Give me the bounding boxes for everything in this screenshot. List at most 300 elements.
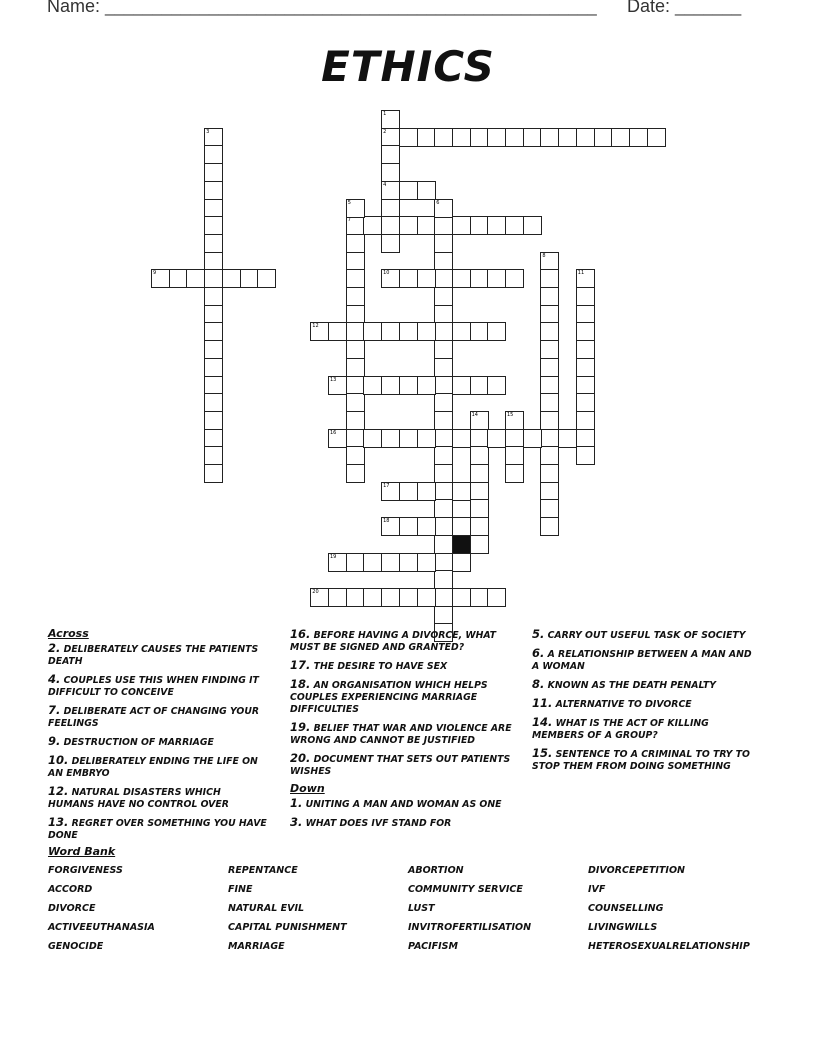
clue-number: 13. (48, 815, 69, 829)
grid-cell[interactable] (363, 376, 382, 395)
grid-cell[interactable] (434, 588, 453, 607)
grid-cell[interactable] (523, 216, 542, 235)
clue-number: 18 (383, 518, 390, 525)
grid-cell[interactable] (346, 429, 365, 448)
grid-cell[interactable] (417, 429, 436, 448)
grid-cell[interactable] (540, 358, 559, 377)
across-clue (48, 704, 270, 730)
word-bank-item: ACCORD (48, 884, 93, 895)
grid-cell[interactable] (434, 252, 453, 271)
grid-cell[interactable] (204, 216, 223, 235)
grid-cell[interactable] (399, 322, 418, 341)
grid-cell[interactable] (363, 216, 382, 235)
word-bank-item: DIVORCE (48, 903, 96, 914)
grid-cell[interactable] (576, 411, 595, 430)
clue-text: COUPLES USE THIS WHEN FINDING IT DIFFICULT TO CONCEIVE (48, 675, 259, 698)
grid-cell[interactable] (346, 252, 365, 271)
clue-text: AN ORGANISATION WHICH HELPS COUPLES EXPERIENCING MARRIAGE DIFFICULTIES (290, 680, 488, 715)
grid-cell[interactable] (576, 429, 595, 448)
grid-cell[interactable] (470, 216, 489, 235)
grid-cell[interactable] (452, 216, 471, 235)
grid-cell[interactable] (346, 393, 365, 412)
clue-text: DOCUMENT THAT SETS OUT PATIENTS WISHES (290, 754, 511, 777)
grid-cell[interactable] (399, 588, 418, 607)
grid-cell[interactable] (558, 429, 577, 448)
grid-cell[interactable] (346, 287, 365, 306)
grid-cell[interactable] (204, 145, 223, 164)
grid-cell[interactable] (540, 252, 559, 271)
grid-cell[interactable] (204, 340, 223, 359)
grid-cell[interactable] (434, 287, 453, 306)
word-bank-item: ACTIVEEUTHANASIA (48, 922, 155, 933)
clues-column-2 (290, 628, 512, 835)
grid-cell[interactable] (505, 446, 524, 465)
grid-cell[interactable] (540, 482, 559, 501)
clue-text: DELIBERATELY ENDING THE LIFE ON AN EMBRYO (48, 756, 258, 779)
grid-cell[interactable] (540, 340, 559, 359)
grid-cell[interactable] (470, 535, 489, 554)
grid-cell[interactable] (417, 553, 436, 572)
word-bank-item: NATURAL EVIL (228, 903, 305, 914)
grid-cell[interactable] (169, 269, 188, 288)
date-label: Date: (627, 0, 671, 16)
grid-cell[interactable] (417, 376, 436, 395)
grid-cell[interactable] (346, 446, 365, 465)
grid-cell[interactable] (576, 322, 595, 341)
grid-cell[interactable] (257, 269, 276, 288)
clue-number: 6 (436, 199, 440, 206)
grid-cell[interactable] (540, 499, 559, 518)
grid-cell[interactable] (204, 464, 223, 483)
word-bank-item: REPENTANCE (228, 865, 298, 876)
grid-cell[interactable] (540, 287, 559, 306)
down-clue (290, 797, 512, 811)
clue-text: SENTENCE TO A CRIMINAL TO TRY TO STOP THEM FROM DOING SOMETHING (532, 749, 750, 772)
grid-cell[interactable] (540, 411, 559, 430)
grid-cell[interactable] (647, 128, 666, 147)
clue-number: 8. (532, 677, 545, 691)
grid-cell[interactable] (470, 517, 489, 536)
clue-number: 17 (383, 482, 390, 489)
grid-cell[interactable] (505, 269, 524, 288)
grid-cell[interactable] (470, 588, 489, 607)
grid-cell[interactable] (328, 429, 347, 448)
grid-cell[interactable] (540, 517, 559, 536)
clue-number: 1. (290, 796, 303, 810)
grid-cell[interactable] (505, 429, 524, 448)
grid-cell[interactable] (204, 376, 223, 395)
grid-cell[interactable] (186, 269, 205, 288)
grid-cell[interactable] (328, 553, 347, 572)
grid-cell[interactable] (204, 269, 223, 288)
grid-cell[interactable] (470, 322, 489, 341)
grid-cell[interactable] (381, 145, 400, 164)
clue-number: 7. (48, 703, 61, 717)
grid-cell[interactable] (434, 446, 453, 465)
grid-cell[interactable] (540, 269, 559, 288)
grid-cell[interactable] (346, 322, 365, 341)
grid-cell[interactable] (381, 376, 400, 395)
grid-cell[interactable] (434, 376, 453, 395)
grid-cell[interactable] (576, 287, 595, 306)
grid-cell[interactable] (594, 128, 613, 147)
word-bank-item: HETEROSEXUALRELATIONSHIP (588, 941, 750, 952)
grid-cell[interactable] (452, 376, 471, 395)
clue-text: CARRY OUT USEFUL TASK OF SOCIETY (544, 630, 746, 641)
grid-cell[interactable] (381, 199, 400, 218)
clue-number: 19. (290, 720, 311, 734)
clue-text: ALTERNATIVE TO DIVORCE (552, 699, 692, 710)
grid-cell[interactable] (417, 269, 436, 288)
grid-cell[interactable] (240, 269, 259, 288)
clue-number: 4 (383, 181, 387, 188)
clue-number: 7 (347, 217, 351, 224)
grid-cell[interactable] (417, 181, 436, 200)
word-bank-item: FINE (228, 884, 253, 895)
grid-cell[interactable] (346, 340, 365, 359)
down-clue (532, 697, 760, 711)
clue-text: NATURAL DISASTERS WHICH HUMANS HAVE NO CONTROL OVER (48, 787, 229, 810)
grid-cell[interactable] (434, 464, 453, 483)
clue-text: DESTRUCTION OF MARRIAGE (60, 737, 214, 748)
clue-text: WHAT DOES IVF STAND FOR (302, 818, 452, 829)
grid-cell[interactable] (434, 606, 453, 625)
page-title: ETHICS (321, 42, 495, 91)
across-clue (48, 642, 270, 668)
grid-cell[interactable] (434, 553, 453, 572)
grid-cell[interactable] (470, 411, 489, 430)
grid-cell[interactable] (558, 128, 577, 147)
grid-cell[interactable] (346, 234, 365, 253)
grid-cell[interactable] (434, 234, 453, 253)
grid-cell[interactable] (381, 110, 400, 129)
grid-cell[interactable] (452, 269, 471, 288)
grid-cell[interactable] (399, 376, 418, 395)
grid-cell[interactable] (505, 128, 524, 147)
grid-cell[interactable] (434, 482, 453, 501)
clue-number: 10 (383, 270, 390, 277)
clue-number: 20 (312, 588, 319, 595)
grid-cell[interactable] (363, 429, 382, 448)
grid-cell[interactable] (487, 322, 506, 341)
grid-cell[interactable] (381, 163, 400, 182)
grid-cell[interactable] (417, 482, 436, 501)
down-clue (532, 628, 760, 642)
grid-cell[interactable] (434, 269, 453, 288)
grid-cell[interactable] (381, 128, 400, 147)
grid-cell[interactable] (434, 499, 453, 518)
clue-number: 2. (48, 641, 61, 655)
grid-cell[interactable] (381, 553, 400, 572)
grid-cell[interactable] (540, 322, 559, 341)
across-clue (48, 735, 270, 749)
grid-cell[interactable] (417, 517, 436, 536)
grid-cell[interactable] (346, 588, 365, 607)
word-bank-item: INVITROFERTILISATION (408, 922, 532, 933)
clue-text: UNITING A MAN AND WOMAN AS ONE (302, 799, 502, 810)
grid-cell[interactable] (505, 464, 524, 483)
grid-cell[interactable] (346, 553, 365, 572)
word-bank-item: FORGIVENESS (48, 865, 123, 876)
across-clue (48, 816, 270, 842)
word-bank-item: COUNSELLING (588, 903, 664, 914)
clue-number: 14 (471, 411, 478, 418)
clue-number: 11 (577, 270, 585, 277)
grid-cell[interactable] (204, 181, 223, 200)
grid-cell[interactable] (434, 358, 453, 377)
word-bank-item: IVF (588, 884, 606, 895)
clue-text: THE DESIRE TO HAVE SEX (310, 661, 448, 672)
grid-cell[interactable] (452, 517, 471, 536)
grid-cell[interactable] (417, 216, 436, 235)
grid-cell[interactable] (434, 305, 453, 324)
name-line[interactable]: ____________________________________________________ (105, 0, 597, 16)
grid-cell[interactable] (629, 128, 648, 147)
grid-cell[interactable] (434, 411, 453, 430)
clue-number: 12 (312, 323, 319, 330)
name-label: Name: (47, 0, 101, 16)
grid-cell[interactable] (346, 464, 365, 483)
grid-cell[interactable] (434, 517, 453, 536)
clue-number: 4. (48, 672, 61, 686)
grid-cell[interactable] (523, 128, 542, 147)
clue-number: 13 (330, 376, 337, 383)
grid-cell[interactable] (452, 482, 471, 501)
grid-cell[interactable] (381, 322, 400, 341)
grid-cell[interactable] (381, 429, 400, 448)
clue-number: 19 (330, 553, 337, 560)
clue-text: KNOWN AS THE DEATH PENALTY (544, 680, 716, 691)
grid-cell[interactable] (328, 322, 347, 341)
clue-number: 2 (383, 128, 387, 135)
clue-number: 5 (347, 199, 351, 206)
clue-number: 3. (290, 815, 303, 829)
grid-cell[interactable] (399, 128, 418, 147)
down-clue (290, 816, 512, 830)
grid-cell[interactable] (417, 588, 436, 607)
clue-number: 9. (48, 734, 61, 748)
grid-cell[interactable] (540, 446, 559, 465)
grid-cell[interactable] (399, 216, 418, 235)
clue-number: 8 (542, 252, 546, 259)
clue-text: BELIEF THAT WAR AND VIOLENCE ARE WRONG AND CANNOT BE JUSTIFIED (290, 723, 512, 746)
grid-cell[interactable] (204, 446, 223, 465)
grid-cell[interactable] (399, 517, 418, 536)
clue-number: 6. (532, 646, 545, 660)
word-bank-heading: Word Bank (48, 845, 116, 858)
word-bank-item: ABORTION (408, 865, 464, 876)
grid-cell[interactable] (470, 464, 489, 483)
grid-cell[interactable] (540, 464, 559, 483)
clue-number: 16. (290, 627, 311, 641)
date-line[interactable]: _______ (675, 0, 742, 16)
grid-cell[interactable] (505, 411, 524, 430)
word-bank-item: PACIFISM (408, 941, 458, 952)
grid-cell[interactable] (346, 305, 365, 324)
clue-number: 15 (507, 411, 514, 418)
grid-cell[interactable] (576, 305, 595, 324)
grid-cell[interactable] (470, 128, 489, 147)
grid-cell[interactable] (381, 588, 400, 607)
grid-cell[interactable] (381, 517, 400, 536)
grid-cell[interactable] (399, 553, 418, 572)
grid-cell[interactable] (576, 128, 595, 147)
grid-cell[interactable] (204, 305, 223, 324)
down-heading: Down (290, 782, 325, 795)
grid-cell[interactable] (487, 216, 506, 235)
clues-column-3 (532, 628, 760, 778)
grid-cell[interactable] (381, 181, 400, 200)
grid-cell[interactable] (470, 482, 489, 501)
grid-cell[interactable] (434, 199, 453, 218)
grid-cell[interactable] (204, 287, 223, 306)
grid-cell[interactable] (576, 340, 595, 359)
grid-cell[interactable] (151, 269, 170, 288)
grid-cell[interactable] (487, 429, 506, 448)
grid-cell[interactable] (611, 128, 630, 147)
grid-cell[interactable] (204, 393, 223, 412)
across-heading: Across (48, 627, 89, 640)
grid-cell[interactable] (470, 269, 489, 288)
grid-cell[interactable] (363, 322, 382, 341)
clue-number: 3 (206, 128, 210, 135)
grid-cell[interactable] (434, 128, 453, 147)
grid-cell[interactable] (399, 482, 418, 501)
grid-cell[interactable] (434, 535, 453, 554)
grid-cell[interactable] (487, 588, 506, 607)
across-clue (290, 628, 512, 654)
grid-cell[interactable] (381, 216, 400, 235)
grid-cell[interactable] (452, 429, 471, 448)
grid-cell[interactable] (576, 358, 595, 377)
grid-cell[interactable] (204, 252, 223, 271)
grid-cell[interactable] (470, 499, 489, 518)
grid-cell[interactable] (417, 322, 436, 341)
grid-cell[interactable] (540, 305, 559, 324)
down-clue (532, 747, 760, 773)
grid-cell[interactable] (204, 411, 223, 430)
grid-cell[interactable] (434, 429, 453, 448)
grid-cell[interactable] (470, 376, 489, 395)
grid-cell[interactable] (346, 411, 365, 430)
grid-cell[interactable] (363, 588, 382, 607)
down-clue (532, 647, 760, 673)
across-clue (290, 721, 512, 747)
grid-cell[interactable] (576, 446, 595, 465)
grid-cell[interactable] (346, 376, 365, 395)
grid-cell[interactable] (381, 234, 400, 253)
clue-number: 14. (532, 715, 553, 729)
grid-cell[interactable] (346, 216, 365, 235)
grid-cell[interactable] (487, 376, 506, 395)
clue-number: 9 (153, 270, 157, 277)
grid-cell[interactable] (204, 128, 223, 147)
grid-cell[interactable] (381, 269, 400, 288)
grid-cell[interactable] (540, 128, 559, 147)
grid-cell[interactable] (452, 553, 471, 572)
clue-number: 18. (290, 677, 311, 691)
grid-cell[interactable] (204, 358, 223, 377)
grid-cell[interactable] (399, 269, 418, 288)
grid-cell[interactable] (523, 429, 542, 448)
grid-cell[interactable] (452, 322, 471, 341)
grid-cell[interactable] (540, 393, 559, 412)
across-clue (48, 785, 270, 811)
grid-cell[interactable] (576, 393, 595, 412)
clue-number: 11. (532, 696, 553, 710)
grid-cell[interactable] (346, 199, 365, 218)
grid-cell[interactable] (204, 163, 223, 182)
clue-text: WHAT IS THE ACT OF KILLING MEMBERS OF A GROUP? (532, 718, 709, 741)
across-clue (290, 659, 512, 673)
clue-number: 5. (532, 627, 545, 641)
grid-cell[interactable] (381, 482, 400, 501)
grid-cell[interactable] (487, 128, 506, 147)
clue-number: 16 (330, 429, 337, 436)
grid-cell[interactable] (576, 376, 595, 395)
grid-cell[interactable] (328, 376, 347, 395)
down-clue (532, 678, 760, 692)
clue-text: BEFORE HAVING A DIVORCE, WHAT MUST BE SIGNED AND GRANTED? (290, 630, 497, 653)
grid-cell[interactable] (346, 358, 365, 377)
grid-cell[interactable] (452, 128, 471, 147)
grid-cell[interactable] (346, 269, 365, 288)
grid-cell[interactable] (204, 234, 223, 253)
across-clue (290, 752, 512, 778)
grid-cell[interactable] (434, 570, 453, 589)
grid-cell[interactable] (576, 269, 595, 288)
grid-cell[interactable] (399, 429, 418, 448)
grid-cell[interactable] (222, 269, 241, 288)
across-clue (290, 678, 512, 716)
word-bank-item: MARRIAGE (228, 941, 285, 952)
clue-number: 20. (290, 751, 311, 765)
grid-cell[interactable] (487, 269, 506, 288)
grid-cell[interactable] (540, 429, 559, 448)
grid-cell[interactable] (204, 199, 223, 218)
clue-number: 15. (532, 746, 553, 760)
grid-cell[interactable] (204, 429, 223, 448)
clue-number: 12. (48, 784, 69, 798)
grid-cell[interactable] (363, 553, 382, 572)
grid-cell[interactable] (399, 181, 418, 200)
grid-cell[interactable] (434, 322, 453, 341)
word-bank-item: COMMUNITY SERVICE (408, 884, 523, 895)
word-bank-item: GENOCIDE (48, 941, 104, 952)
grid-cell[interactable] (434, 216, 453, 235)
grid-cell[interactable] (328, 588, 347, 607)
across-clue (48, 754, 270, 780)
clue-text: REGRET OVER SOMETHING YOU HAVE DONE (48, 818, 267, 841)
grid-cell[interactable] (434, 393, 453, 412)
grid-cell[interactable] (310, 322, 329, 341)
grid-cell[interactable] (434, 340, 453, 359)
grid-cell[interactable] (204, 322, 223, 341)
clue-text: DELIBERATELY CAUSES THE PATIENTS DEATH (48, 644, 259, 667)
grid-cell[interactable] (310, 588, 329, 607)
grid-cell[interactable] (417, 128, 436, 147)
grid-cell[interactable] (540, 376, 559, 395)
clue-number: 17. (290, 658, 311, 672)
clue-number: 1 (383, 111, 387, 117)
clues-column-1 (48, 628, 270, 847)
grid-cell[interactable] (505, 216, 524, 235)
grid-cell[interactable] (452, 588, 471, 607)
clue-text: DELIBERATE ACT OF CHANGING YOUR FEELINGS (48, 706, 260, 729)
word-bank-item: LUST (408, 903, 435, 914)
grid-cell[interactable] (470, 429, 489, 448)
grid-cell[interactable] (470, 446, 489, 465)
